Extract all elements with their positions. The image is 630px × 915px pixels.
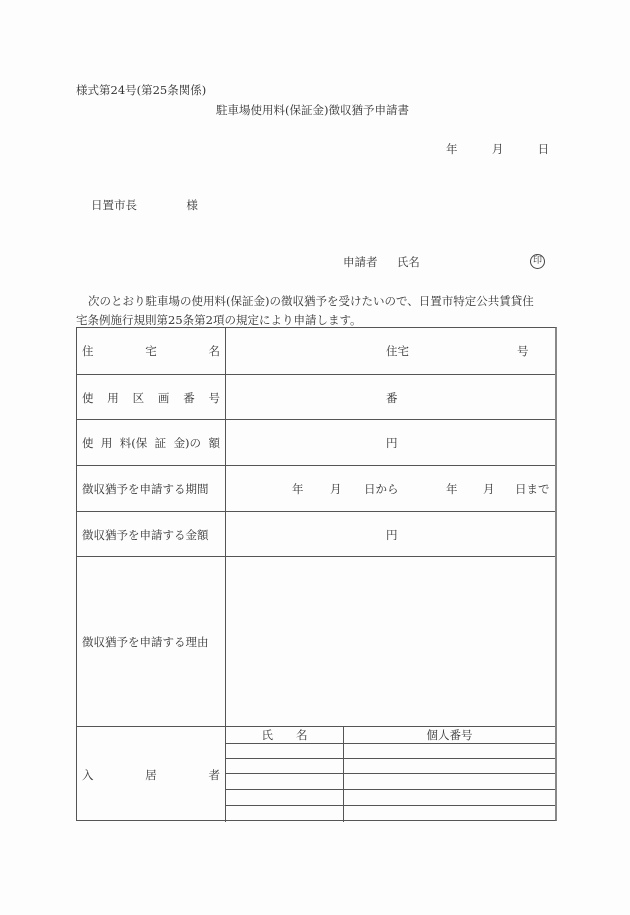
row-housing-name — [77, 328, 555, 374]
label-deferral-period: 徴収猶予を申請する期間 — [82, 482, 209, 496]
intro-line-2: 宅条例施行規則第25条第2項の規定により申請します。 — [76, 313, 362, 327]
form-title: 駐車場使用料(保証金)徴収猶予申請書 — [216, 103, 409, 117]
resident-row[interactable] — [226, 805, 555, 822]
label-fee-amount: 使 用 料(保 証 金)の 額 — [82, 436, 220, 450]
date-month-label: 月 — [491, 142, 504, 156]
intro-text — [76, 292, 558, 330]
applicant-line — [343, 254, 420, 270]
date-line — [446, 141, 549, 157]
deferral-amount-field[interactable]: 円 — [386, 527, 398, 542]
label-space-number: 使 用 区 画 番 号 — [82, 390, 220, 405]
label-residents: 入 居 者 — [82, 767, 220, 782]
intro-line-1: 次のとおり駐車場の使用料(保証金)の徴収猶予を受けたいので、日置市特定公共賃貸住 — [88, 294, 534, 308]
label-deferral-reason: 徴収猶予を申請する理由 — [82, 635, 209, 649]
col-header-id: 個人番号 — [426, 728, 473, 742]
applicant-label: 申請者 — [343, 255, 378, 269]
space-number-field[interactable]: 番 — [386, 390, 398, 405]
date-year-label: 年 — [446, 142, 458, 156]
date-day-label: 日 — [537, 142, 550, 156]
row-deferral-amount — [77, 511, 555, 557]
addressee-honorific: 様 — [186, 198, 198, 212]
row-space-number — [77, 374, 555, 420]
row-fee-amount — [77, 419, 555, 466]
resident-row[interactable] — [226, 789, 555, 806]
deferral-period-field[interactable]: 年 月 日から 年 月 日まで — [292, 482, 550, 496]
label-deferral-amount: 徴収猶予を申請する金額 — [82, 527, 209, 542]
addressee — [91, 197, 198, 213]
fee-amount-field[interactable]: 円 — [386, 436, 398, 450]
housing-name-field[interactable]: 住宅 号 — [386, 344, 529, 358]
form-number: 様式第24号(第25条関係) — [76, 83, 207, 97]
col-header-name: 氏 名 — [261, 728, 308, 742]
resident-row[interactable] — [226, 743, 555, 759]
applicant-name-label: 氏名 — [396, 255, 420, 269]
addressee-name: 日置市長 — [91, 198, 137, 212]
resident-row[interactable] — [226, 773, 555, 790]
seal-icon: 印 — [530, 254, 545, 269]
row-deferral-period — [77, 465, 555, 512]
row-residents — [77, 726, 555, 822]
application-table — [76, 327, 557, 821]
row-deferral-reason — [77, 556, 555, 727]
label-housing-name: 住 宅 名 — [82, 344, 220, 358]
deferral-reason-field[interactable] — [226, 557, 555, 727]
resident-row[interactable] — [226, 758, 555, 774]
